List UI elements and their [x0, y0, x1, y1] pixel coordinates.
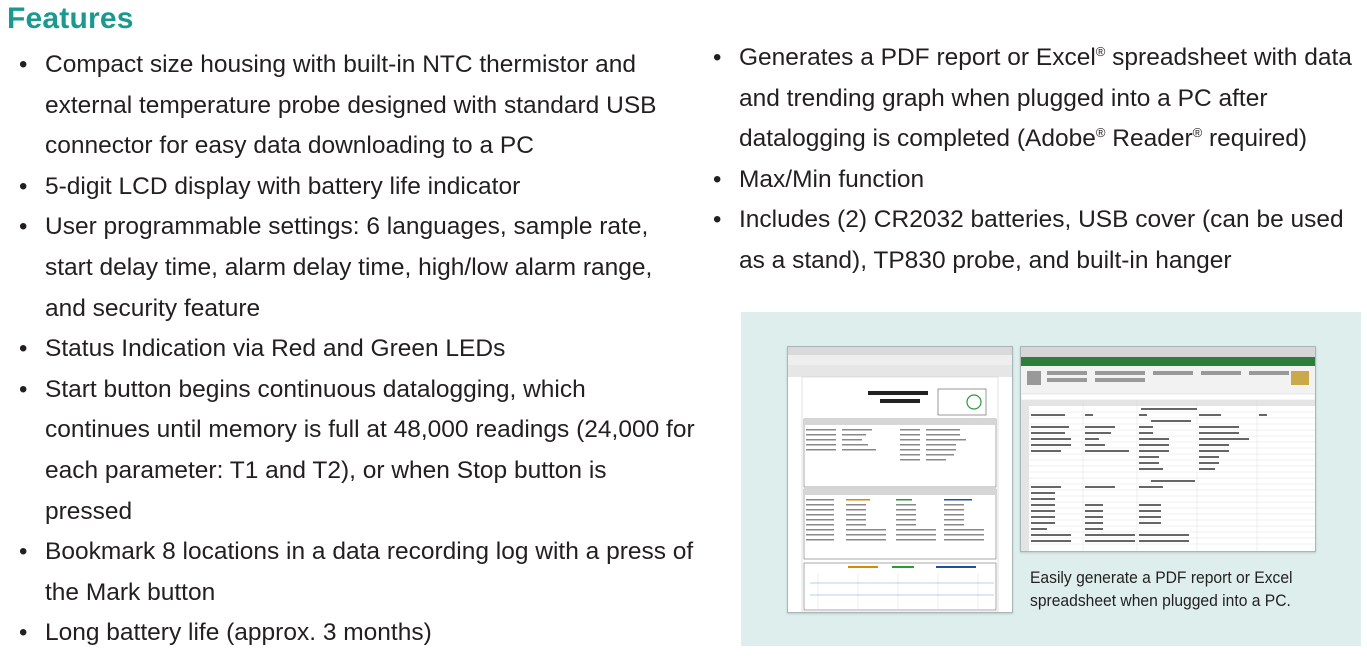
feature-item: • User programmable settings: 6 languages, sample rate, start delay time, alarm delay time, high/low alarm range, and security feature [7, 207, 697, 329]
feature-text: required) [1202, 125, 1308, 153]
feature-item: • Max/Min function [701, 160, 1367, 201]
feature-item-pdf-excel [701, 38, 1367, 160]
feature-item: • Compact size housing with built-in NTC thermistor and external temperature probe designed with standard USB connector for easy data downloading to a PC [7, 45, 697, 167]
feature-item: • Start button begins continuous datalogging, which continues until memory is full at 48,000 readings (24,000 for each parameter: T1 and T2), or when Stop button is pressed [7, 370, 697, 532]
feature-text: Generates a PDF report or Excel [739, 44, 1096, 71]
screenshot-caption [1030, 566, 1324, 612]
pdf-report-illustration [788, 347, 1012, 612]
feature-item: • Status Indication via Red and Green LEDs [7, 329, 697, 370]
feature-item: • Long battery life (approx. 3 months) [7, 613, 697, 654]
caption-line-1: Easily generate a PDF report or Excel [1030, 568, 1293, 587]
features-heading: Features [7, 2, 134, 35]
feature-text: Reader [1105, 125, 1193, 153]
feature-item: • Bookmark 8 locations in a data recording log with a press of the Mark button [7, 532, 697, 613]
registered-mark: ® [1095, 125, 1106, 141]
feature-text: spreadsheet with data and trending graph when plugged into a PC after datalogging is completed (Adobe [739, 44, 1352, 153]
excel-spreadsheet-illustration [1021, 347, 1315, 551]
excel-spreadsheet-thumbnail [1020, 346, 1316, 552]
registered-mark: ® [1095, 44, 1106, 59]
registered-mark: ® [1192, 125, 1203, 141]
feature-item: • 5-digit LCD display with battery life indicator [7, 167, 697, 208]
screenshot-panel [741, 312, 1361, 646]
feature-item: • Includes (2) CR2032 batteries, USB cover (can be used as a stand), TP830 probe, and built-in hanger [701, 200, 1367, 281]
features-list-left [7, 45, 697, 654]
pdf-report-thumbnail [787, 346, 1013, 613]
caption-line-2: spreadsheet when plugged into a PC. [1030, 591, 1291, 610]
features-list-right [701, 38, 1367, 282]
